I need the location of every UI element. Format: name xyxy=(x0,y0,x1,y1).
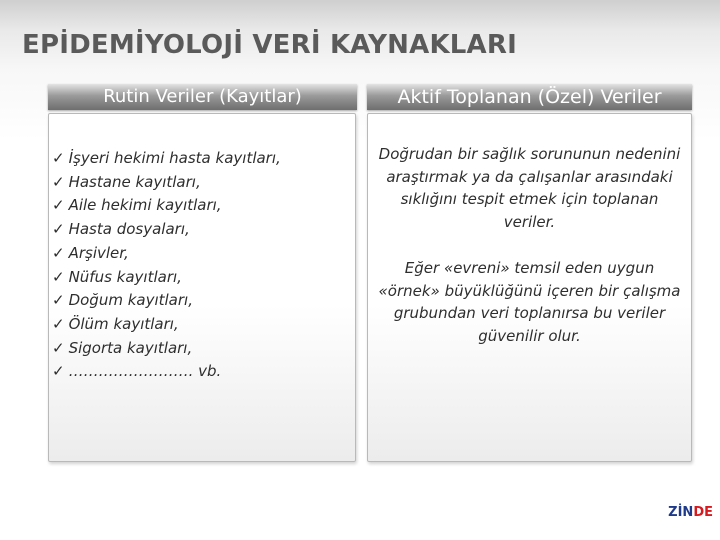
list-item: ✓ Sigorta kayıtları, xyxy=(52,338,193,357)
list-item: ✓ Aile hekimi kayıtları, xyxy=(52,196,222,215)
active-data-panel xyxy=(367,113,692,462)
left-column-header: Rutin Veriler (Kayıtlar) xyxy=(48,84,357,110)
check-icon: ✓ xyxy=(52,314,65,333)
check-icon: ✓ xyxy=(52,243,65,262)
check-icon: ✓ xyxy=(52,196,65,215)
brand-logo: ZİNDE xyxy=(668,505,713,520)
check-icon: ✓ xyxy=(52,267,65,286)
list-item: ✓ Ölüm kayıtları, xyxy=(52,314,179,333)
list-item: ✓ İşyeri hekimi hasta kayıtları, xyxy=(52,149,281,167)
list-item: ✓ Arşivler, xyxy=(52,243,129,262)
check-icon: ✓ xyxy=(52,291,65,310)
active-data-definition: Doğrudan bir sağlık sorununun nedenini araştırmak ya da çalışanlar arasındaki sıklığını tespit etmek için toplanan veriler. xyxy=(378,145,681,231)
list-item: ✓ Nüfus kayıtları, xyxy=(52,267,182,286)
right-column-header: Aktif Toplanan (Özel) Veriler xyxy=(367,84,692,110)
routine-data-panel xyxy=(48,113,356,462)
list-item: ✓ Hastane kayıtları, xyxy=(52,172,201,191)
check-icon: ✓ xyxy=(52,172,65,191)
list-item: ✓ Hasta dosyaları, xyxy=(52,220,190,239)
routine-data-list xyxy=(52,147,281,384)
check-icon: ✓ xyxy=(52,149,65,167)
active-data-reliability-note: Eğer «evreni» temsil eden uygun «örnek» büyüklüğünü içeren bir çalışma grubundan veri toplanırsa bu veriler güvenilir olur. xyxy=(378,259,681,345)
check-icon: ✓ xyxy=(52,362,65,381)
check-icon: ✓ xyxy=(52,338,65,357)
list-item: ✓ Doğum kayıtları, xyxy=(52,291,193,310)
slide-title: EPİDEMİYOLOJİ VERİ KAYNAKLARI xyxy=(22,30,517,60)
list-item: ✓ ……………………. vb. xyxy=(52,362,222,381)
check-icon: ✓ xyxy=(52,220,65,239)
